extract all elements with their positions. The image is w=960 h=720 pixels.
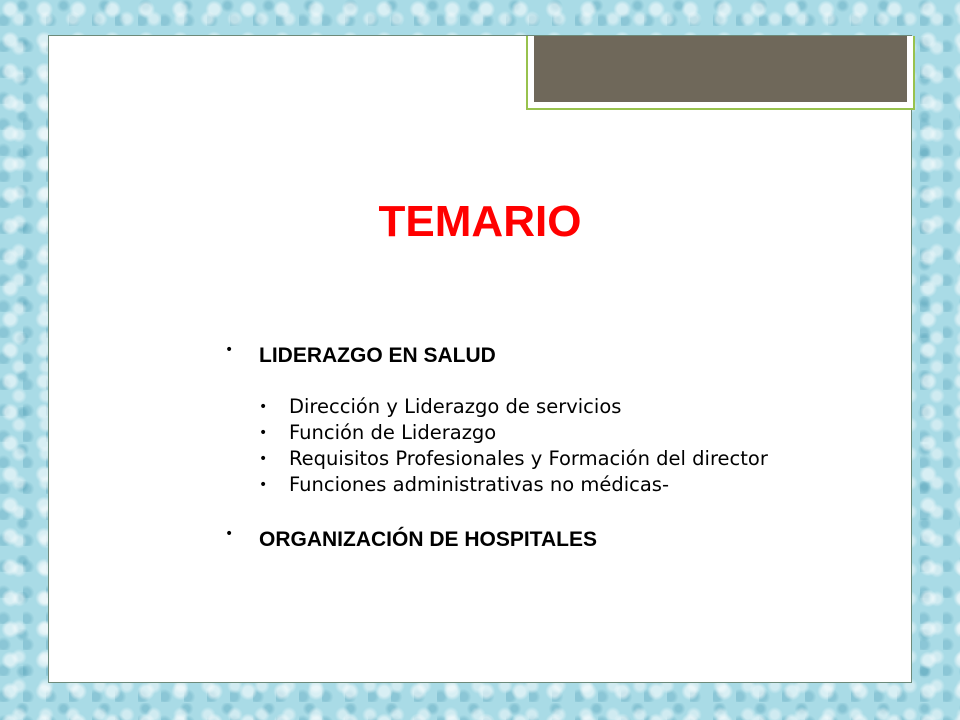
section-item-organizacion — [225, 526, 925, 554]
subtopic-text: Requisitos Profesionales y Formación del director — [289, 447, 768, 470]
slide-panel — [48, 35, 912, 683]
subtopic-item — [259, 472, 829, 498]
section-item-liderazgo — [225, 342, 925, 498]
bullet-icon: • — [225, 526, 234, 542]
subtopic-text: Función de Liderazgo — [289, 421, 497, 444]
bullet-icon: • — [225, 342, 234, 358]
subtopic-list — [259, 394, 925, 498]
slide-title: TEMARIO — [378, 197, 582, 246]
subtopic-item — [259, 446, 829, 472]
topic-list — [225, 342, 925, 554]
section-title: ORGANIZACIÓN DE HOSPITALES — [259, 528, 597, 551]
section-title: LIDERAZGO EN SALUD — [259, 344, 496, 367]
bullet-icon: • — [259, 451, 268, 467]
decorative-bar — [534, 36, 907, 102]
subtopic-item — [259, 394, 829, 420]
bullet-icon: • — [259, 399, 268, 415]
subtopic-text: Dirección y Liderazgo de servicios — [289, 395, 622, 418]
bullet-icon: • — [259, 477, 268, 493]
bullet-icon: • — [259, 425, 268, 441]
subtopic-item — [259, 420, 829, 446]
title-placeholder-box — [526, 36, 915, 110]
subtopic-text: Funciones administrativas no médicas- — [289, 473, 669, 496]
